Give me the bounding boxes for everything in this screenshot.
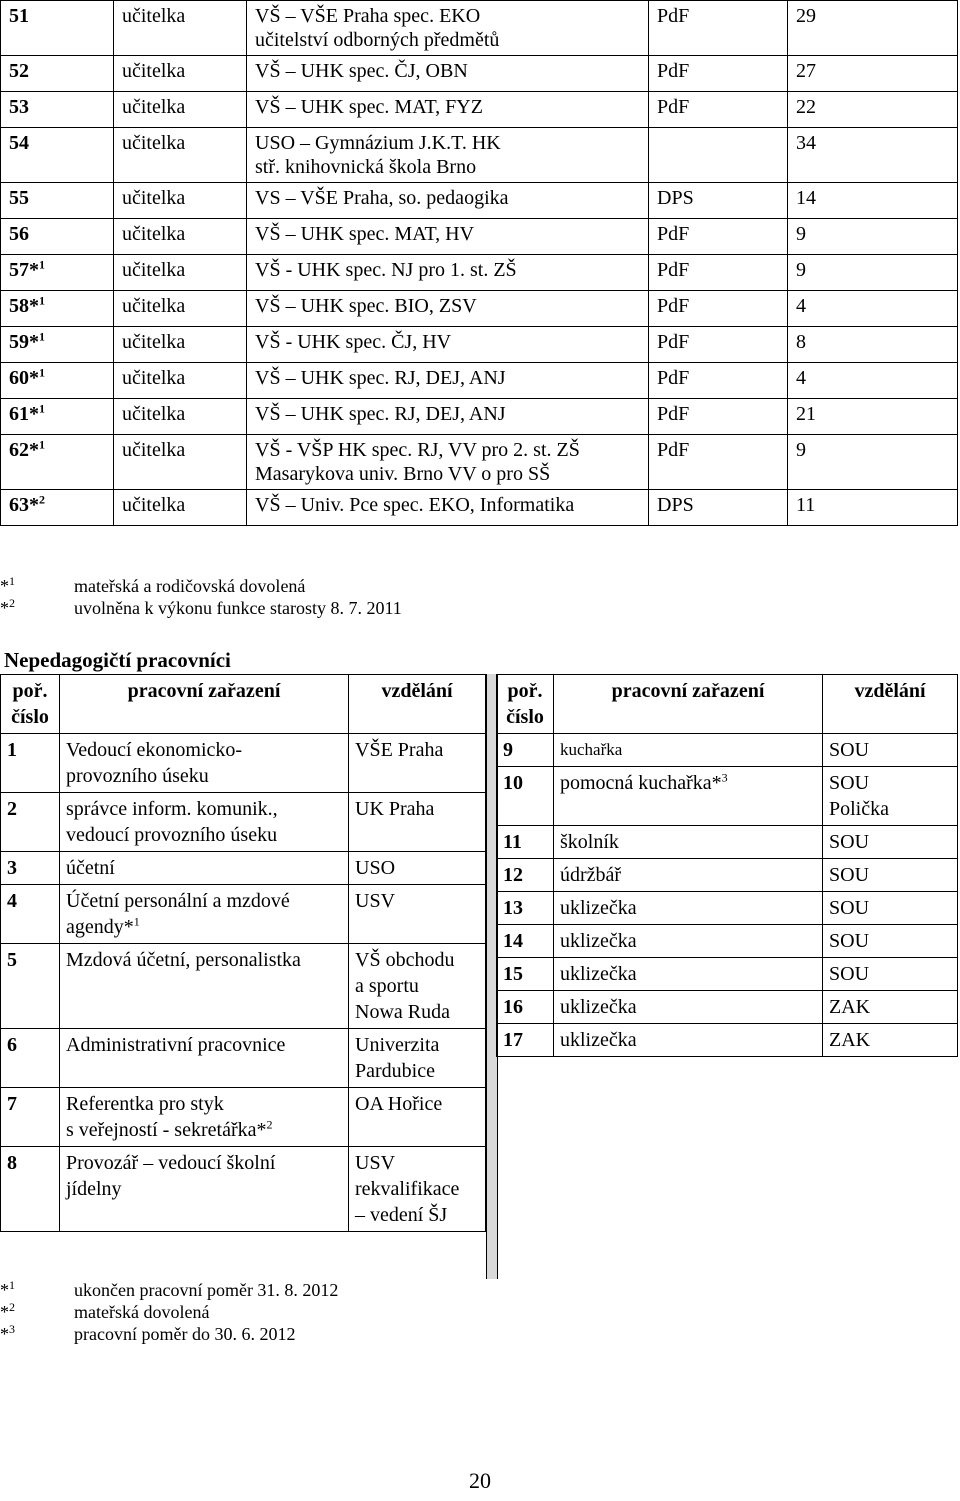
staff-footnotes [0, 1279, 338, 1345]
staff-education-text: USV rekvalifikace – vedení ŠJ [355, 1152, 460, 1226]
staff-education [823, 767, 958, 826]
staff-education-text: SOU [829, 963, 870, 985]
staff-number-text: 1 [7, 739, 17, 761]
table-row [1, 1, 958, 56]
teacher-years-text: 11 [796, 494, 816, 516]
staff-education [823, 925, 958, 958]
teacher-qualification-text: PdF [657, 223, 690, 245]
table-row [497, 826, 958, 859]
footnote [0, 597, 402, 619]
teacher-qualification [649, 399, 788, 435]
footnote-mark: 1 [39, 401, 45, 416]
table-row [1, 734, 486, 793]
staff-job-text: správce inform. komunik., vedoucí provozního úseku [66, 798, 278, 846]
staff-number [1, 1088, 60, 1147]
staff-number [497, 925, 554, 958]
staff-education-text: USO [355, 857, 396, 879]
staff-job [554, 859, 823, 892]
teacher-role [114, 1, 247, 56]
teacher-number [1, 92, 114, 128]
staff-number [497, 991, 554, 1024]
staff-job-text: uklizečka [560, 1029, 637, 1051]
teacher-years-text: 27 [796, 60, 816, 82]
staff-number [497, 892, 554, 925]
teacher-years-text: 34 [796, 132, 816, 154]
teacher-role [114, 219, 247, 255]
staff-job-text: uklizečka [560, 996, 637, 1018]
table-row [1, 944, 486, 1029]
footnote-mark: 2 [39, 492, 45, 507]
footnote-mark: 1 [39, 257, 45, 272]
table-row [497, 925, 958, 958]
table-row [497, 859, 958, 892]
teacher-years [788, 327, 958, 363]
teacher-education [247, 255, 649, 291]
teacher-education [247, 435, 649, 490]
teacher-years-text: 4 [796, 295, 806, 317]
staff-education-text: SOU [829, 739, 870, 761]
teacher-number-text: 51 [9, 5, 29, 27]
table-row [1, 327, 958, 363]
teacher-role-text: učitelka [122, 223, 186, 245]
teacher-years [788, 490, 958, 526]
staff-education-text: VŠ obchodu a sportu Nowa Ruda [355, 949, 455, 1023]
teacher-years [788, 435, 958, 490]
teacher-years [788, 1, 958, 56]
table-row [497, 734, 958, 767]
teacher-number [1, 399, 114, 435]
teacher-number [1, 435, 114, 490]
teacher-qualification [649, 92, 788, 128]
teacher-number-text: 59* [9, 331, 39, 353]
table-row [497, 991, 958, 1024]
staff-number [497, 1024, 554, 1057]
table-row [1, 128, 958, 183]
teacher-education-text: VŠ – VŠE Praha spec. EKO učitelství odborných předmětů [255, 5, 500, 51]
footnote-marker: *$^3$ [0, 1322, 15, 1344]
teacher-years [788, 128, 958, 183]
teacher-number [1, 363, 114, 399]
teacher-education-text: VŠ - VŠP HK spec. RJ, VV pro 2. st. ZŠ Masarykova univ. Brno VV o pro SŠ [255, 439, 580, 485]
teacher-role-text: učitelka [122, 96, 186, 118]
teacher-number-text: 58* [9, 295, 39, 317]
col-header-job: pracovní zařazení [60, 675, 349, 734]
teacher-qualification [649, 291, 788, 327]
staff-education [349, 1029, 486, 1088]
teacher-number-text: 60* [9, 367, 39, 389]
teacher-education [247, 490, 649, 526]
teacher-role [114, 128, 247, 183]
teacher-qualification [649, 219, 788, 255]
footnote [0, 1301, 338, 1323]
staff-number [1, 852, 60, 885]
footnote-marker: *$^2$ [0, 596, 15, 618]
teacher-years [788, 92, 958, 128]
teacher-years [788, 255, 958, 291]
teacher-role [114, 327, 247, 363]
table-row [1, 852, 486, 885]
teacher-years-text: 9 [796, 223, 806, 245]
table-row [1, 56, 958, 92]
staff-education [823, 892, 958, 925]
staff-job [554, 958, 823, 991]
teacher-education [247, 92, 649, 128]
teacher-qualification-text: PdF [657, 259, 690, 281]
col-header-num: poř. číslo [497, 675, 554, 734]
staff-education [823, 1024, 958, 1057]
staff-job-text: Účetní personální a mzdové agendy* [66, 890, 290, 938]
staff-job-text: uklizečka [560, 930, 637, 952]
staff-number [497, 958, 554, 991]
col-header-num: poř. číslo [1, 675, 60, 734]
teacher-education-text: VŠ - UHK spec. NJ pro 1. st. ZŠ [255, 259, 517, 281]
teacher-years-text: 4 [796, 367, 806, 389]
teacher-number [1, 183, 114, 219]
footnote-mark: 1 [133, 914, 140, 929]
staff-job-text: uklizečka [560, 963, 637, 985]
table-row [1, 1147, 486, 1232]
teacher-education-text: VŠ – Univ. Pce spec. EKO, Informatika [255, 494, 575, 516]
staff-job-text: uklizečka [560, 897, 637, 919]
teacher-qualification-text: PdF [657, 295, 690, 317]
staff-table-right [496, 674, 958, 1057]
footnote-mark: 2 [266, 1117, 273, 1132]
col-header-job: pracovní zařazení [554, 675, 823, 734]
footnote [0, 1279, 338, 1301]
teacher-qualification [649, 1, 788, 56]
teacher-number [1, 255, 114, 291]
staff-number-text: 7 [7, 1093, 17, 1115]
teacher-years [788, 219, 958, 255]
footnote-mark: 1 [39, 329, 45, 344]
staff-education [349, 1147, 486, 1232]
staff-number-text: 5 [7, 949, 17, 971]
table-row [497, 958, 958, 991]
teacher-education [247, 128, 649, 183]
footnote-marker: *$^1$ [0, 574, 15, 596]
teacher-education [247, 363, 649, 399]
staff-job [554, 734, 823, 767]
staff-number-text: 6 [7, 1034, 17, 1056]
staff-number [497, 826, 554, 859]
teacher-number-text: 56 [9, 223, 29, 245]
staff-education [349, 944, 486, 1029]
staff-number-text: 2 [7, 798, 17, 820]
footnote-mark: 1 [39, 437, 45, 452]
staff-number-text: 8 [7, 1152, 17, 1174]
table-row [1, 291, 958, 327]
table-row [497, 1024, 958, 1057]
table-row [1, 793, 486, 852]
staff-education [349, 1088, 486, 1147]
teacher-role-text: učitelka [122, 132, 186, 154]
teacher-years-text: 22 [796, 96, 816, 118]
teacher-role-text: učitelka [122, 295, 186, 317]
staff-job [554, 1024, 823, 1057]
teacher-qualification [649, 363, 788, 399]
staff-job [60, 1029, 349, 1088]
footnote-marker: *$^1$ [0, 1278, 15, 1300]
staff-number-text: 14 [503, 930, 523, 952]
staff-education-text: SOU [829, 930, 870, 952]
teacher-role-text: učitelka [122, 60, 186, 82]
staff-job-text: Provozář – vedoucí školní jídelny [66, 1152, 276, 1200]
table-row [1, 399, 958, 435]
teacher-years [788, 291, 958, 327]
footnote [0, 575, 402, 597]
teacher-role [114, 363, 247, 399]
staff-number-text: 16 [503, 996, 523, 1018]
footnote-text: ukončen pracovní poměr 31. 8. 2012 [74, 1280, 339, 1300]
staff-number-text: 10 [503, 772, 523, 794]
teacher-years-text: 8 [796, 331, 806, 353]
staff-education [823, 991, 958, 1024]
staff-number [1, 734, 60, 793]
teacher-qualification-text: PdF [657, 367, 690, 389]
staff-education-text: SOU [829, 864, 870, 886]
table-row [1, 1029, 486, 1088]
teacher-education [247, 219, 649, 255]
staff-heading: Nepedagogičtí pracovníci [4, 648, 231, 672]
teacher-education [247, 327, 649, 363]
table-row [497, 892, 958, 925]
teacher-role [114, 291, 247, 327]
staff-job [554, 826, 823, 859]
teacher-number-text: 61* [9, 403, 39, 425]
teacher-number [1, 56, 114, 92]
staff-job-text: školník [560, 831, 619, 853]
staff-job [60, 944, 349, 1029]
staff-table-left [0, 674, 486, 1232]
staff-job [60, 852, 349, 885]
staff-education [823, 826, 958, 859]
table-row [1, 183, 958, 219]
teacher-number [1, 490, 114, 526]
staff-number [1, 1147, 60, 1232]
staff-education-text: ZAK [829, 1029, 871, 1051]
table-row [1, 92, 958, 128]
teacher-role [114, 399, 247, 435]
footnote-marker: *$^2$ [0, 1300, 15, 1322]
teacher-role [114, 435, 247, 490]
teacher-years-text: 14 [796, 187, 816, 209]
staff-number-text: 3 [7, 857, 17, 879]
teacher-qualification [649, 128, 788, 183]
teacher-role-text: učitelka [122, 259, 186, 281]
table-row [497, 767, 958, 826]
teacher-education [247, 56, 649, 92]
staff-education [823, 958, 958, 991]
teacher-years [788, 399, 958, 435]
staff-number-text: 4 [7, 890, 17, 912]
footnote-mark: 1 [39, 365, 45, 380]
staff-education [349, 852, 486, 885]
teacher-qualification-text: DPS [657, 187, 694, 209]
col-header-edu: vzdělání [349, 675, 486, 734]
staff-number [497, 767, 554, 826]
table-row [1, 435, 958, 490]
teacher-qualification [649, 183, 788, 219]
staff-education-text: SOU [829, 831, 870, 853]
staff-education-text: OA Hořice [355, 1093, 443, 1115]
teacher-role-text: učitelka [122, 331, 186, 353]
teacher-education-text: VŠ - UHK spec. ČJ, HV [255, 331, 452, 353]
footnote [0, 1323, 338, 1345]
teacher-education-text: USO – Gymnázium J.K.T. HK stř. knihovnická škola Brno [255, 132, 501, 178]
teacher-number-text: 62* [9, 439, 39, 461]
staff-job [554, 991, 823, 1024]
table-row [1, 363, 958, 399]
teacher-number-text: 54 [9, 132, 29, 154]
staff-job-text: Referentka pro styk s veřejností - sekretářka* [66, 1093, 267, 1141]
staff-job [554, 925, 823, 958]
teacher-qualification [649, 56, 788, 92]
col-header-edu: vzdělání [823, 675, 958, 734]
teacher-number [1, 219, 114, 255]
teacher-qualification-text: PdF [657, 60, 690, 82]
teacher-years-text: 21 [796, 403, 816, 425]
staff-job-text: pomocná kuchařka* [560, 772, 722, 794]
teacher-years-text: 9 [796, 259, 806, 281]
staff-number-text: 15 [503, 963, 523, 985]
teacher-qualification-text: PdF [657, 439, 690, 461]
footnote-mark: 1 [39, 293, 45, 308]
staff-education-text: UK Praha [355, 798, 435, 820]
staff-education-text: SOU Polička [829, 772, 889, 820]
staff-number-text: 17 [503, 1029, 523, 1051]
teacher-education [247, 183, 649, 219]
teacher-number-text: 53 [9, 96, 29, 118]
staff-education [349, 885, 486, 944]
staff-job-text: Mzdová účetní, personalistka [66, 949, 301, 971]
teacher-education-text: VŠ – UHK spec. BIO, ZSV [255, 295, 477, 317]
staff-job [60, 1088, 349, 1147]
teacher-role [114, 56, 247, 92]
teacher-role [114, 490, 247, 526]
staff-job-text: kuchařka [560, 740, 623, 759]
staff-job [60, 734, 349, 793]
table-row [1, 885, 486, 944]
teacher-education [247, 1, 649, 56]
staff-number [1, 885, 60, 944]
teacher-qualification-text: PdF [657, 5, 690, 27]
teacher-years [788, 363, 958, 399]
teacher-qualification-text: DPS [657, 494, 694, 516]
teacher-education-text: VŠ – UHK spec. MAT, FYZ [255, 96, 483, 118]
teachers-table [0, 0, 958, 526]
teacher-qualification [649, 255, 788, 291]
teacher-qualification-text: PdF [657, 331, 690, 353]
page-number: 20 [469, 1468, 491, 1493]
staff-education-text: USV [355, 890, 396, 912]
staff-number [497, 859, 554, 892]
teacher-qualification [649, 435, 788, 490]
teacher-role-text: učitelka [122, 403, 186, 425]
teacher-role-text: učitelka [122, 439, 186, 461]
staff-job-text: účetní [66, 857, 115, 879]
staff-education [349, 734, 486, 793]
staff-education [349, 793, 486, 852]
teacher-education-text: VŠ – UHK spec. ČJ, OBN [255, 60, 468, 82]
teacher-role [114, 183, 247, 219]
staff-education [823, 734, 958, 767]
staff-job [60, 885, 349, 944]
table-row [1, 219, 958, 255]
staff-number-text: 13 [503, 897, 523, 919]
teacher-role [114, 92, 247, 128]
staff-education-text: Univerzita Pardubice [355, 1034, 440, 1082]
staff-job [554, 892, 823, 925]
staff-education-text: VŠE Praha [355, 739, 444, 761]
teacher-years [788, 183, 958, 219]
staff-number [1, 944, 60, 1029]
teacher-education [247, 399, 649, 435]
teacher-footnotes [0, 575, 402, 619]
footnote-text: mateřská a rodičovská dovolená [74, 576, 306, 596]
teacher-role [114, 255, 247, 291]
teacher-education-text: VŠ – UHK spec. MAT, HV [255, 223, 475, 245]
teacher-number-text: 57* [9, 259, 39, 281]
footnote-mark: 3 [721, 770, 728, 785]
table-row [1, 490, 958, 526]
teacher-qualification [649, 490, 788, 526]
teacher-number [1, 1, 114, 56]
teacher-role-text: učitelka [122, 367, 186, 389]
teacher-qualification-text: PdF [657, 403, 690, 425]
staff-job-text: Vedoucí ekonomicko- provozního úseku [66, 739, 243, 787]
staff-job [60, 793, 349, 852]
staff-number [1, 1029, 60, 1088]
footnote-text: mateřská dovolená [74, 1302, 210, 1322]
teacher-role-text: učitelka [122, 187, 186, 209]
staff-job [554, 767, 823, 826]
teacher-number-text: 52 [9, 60, 29, 82]
teacher-qualification-text: PdF [657, 96, 690, 118]
teacher-education-text: VŠ – UHK spec. RJ, DEJ, ANJ [255, 403, 506, 425]
teacher-qualification [649, 327, 788, 363]
staff-job-text: údržbář [560, 864, 622, 886]
staff-number-text: 12 [503, 864, 523, 886]
teacher-education-text: VS – VŠE Praha, so. pedaogika [255, 187, 509, 209]
teacher-number-text: 55 [9, 187, 29, 209]
teacher-role-text: učitelka [122, 5, 186, 27]
staff-job-text: Administrativní pracovnice [66, 1034, 286, 1056]
staff-number-text: 11 [503, 831, 522, 853]
teacher-number [1, 327, 114, 363]
staff-job [60, 1147, 349, 1232]
teacher-years [788, 56, 958, 92]
staff-education-text: SOU [829, 897, 870, 919]
teacher-education-text: VŠ – UHK spec. RJ, DEJ, ANJ [255, 367, 506, 389]
staff-education-text: ZAK [829, 996, 871, 1018]
teacher-number [1, 291, 114, 327]
staff-education [823, 859, 958, 892]
teacher-years-text: 29 [796, 5, 816, 27]
table-row [1, 255, 958, 291]
staff-number-text: 9 [503, 739, 513, 761]
teacher-role-text: učitelka [122, 494, 186, 516]
teacher-number [1, 128, 114, 183]
footnote-text: uvolněna k výkonu funkce starosty 8. 7. 2011 [74, 598, 402, 618]
staff-number [497, 734, 554, 767]
teacher-education [247, 291, 649, 327]
table-row [1, 1088, 486, 1147]
teacher-number-text: 63* [9, 494, 39, 516]
staff-number [1, 793, 60, 852]
footnote-text: pracovní poměr do 30. 6. 2012 [74, 1324, 296, 1344]
teacher-years-text: 9 [796, 439, 806, 461]
